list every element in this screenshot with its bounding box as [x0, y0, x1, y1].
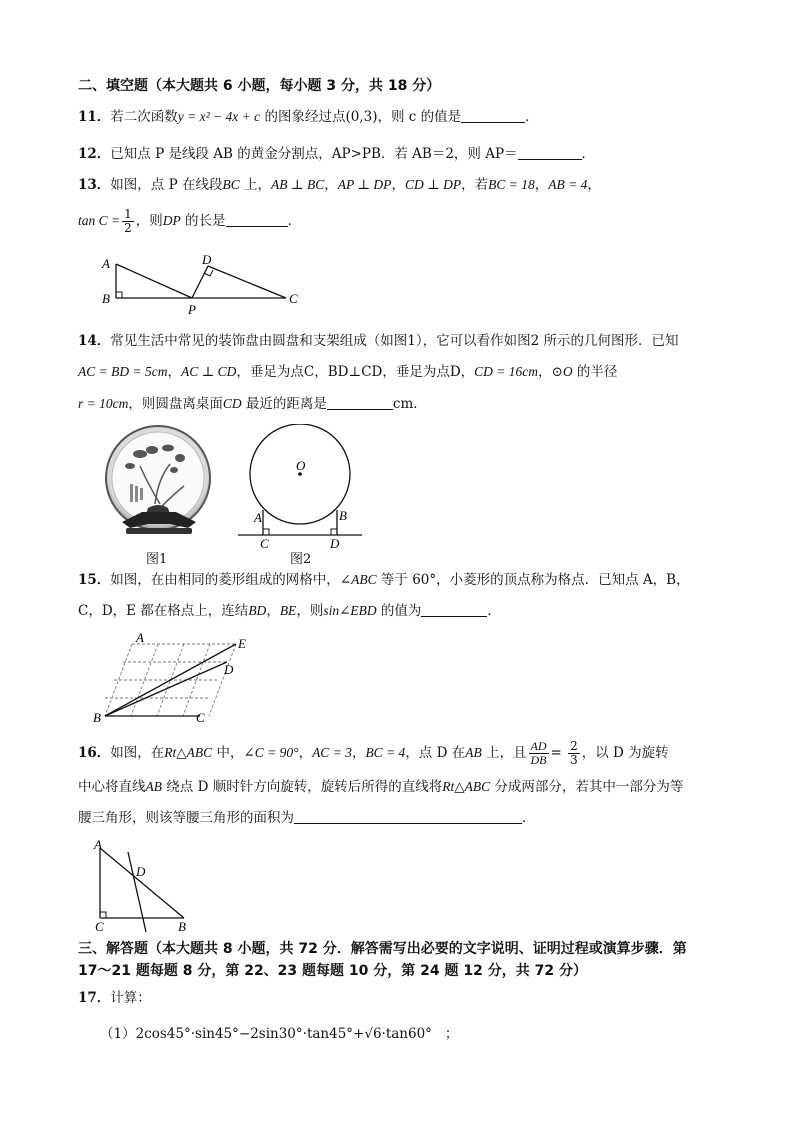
question-13: 13．如图，点 P 在线段BC 上，AB ⊥ BC，AP ⊥ DP，CD ⊥ DP，若BC = 18，AB = 4，	[78, 177, 601, 193]
question-15: 15．如图，在由相同的菱形组成的网格中，∠ABC 等于 60°，小菱形的顶点称为格点．已知点 A，B，	[78, 572, 690, 588]
question-14-line2: AC = BD = 5cm，AC ⊥ CD，垂足为点C，BD⊥CD，垂足为点D，CD = 16cm，⊙O 的半径	[78, 364, 618, 380]
question-16-line3: 腰三角形，则该等腰三角形的面积为 ．	[78, 810, 536, 826]
question-17-part1: （1）2cos45°·sin45°−2sin30°·tan45°+√6·tan60° ；	[100, 1026, 459, 1042]
figure-q14	[238, 424, 362, 550]
label-O: O	[296, 458, 306, 473]
label-B: B	[339, 508, 347, 523]
answer-blank[interactable]	[518, 145, 582, 160]
question-16-line2: 中心将直线AB 绕点 D 顺时针方向旋转，旋转后所得的直线将Rt△ABC 分成两部分，若其中一部分为等	[78, 779, 684, 795]
question-15-line2: C，D，E 都在格点上，连结BD，BE，则sin∠EBD 的值为 ．	[78, 603, 501, 619]
answer-blank[interactable]	[327, 395, 393, 410]
label-D: D	[202, 252, 212, 267]
label-C: C	[289, 291, 298, 306]
label-B: B	[93, 710, 101, 725]
label-C: C	[196, 710, 205, 725]
label-D: D	[330, 536, 340, 550]
answer-blank[interactable]	[461, 108, 525, 123]
label-A: A	[102, 256, 110, 271]
section-3-title-line2: 17～21 题每题 8 分，第 22、23 题每题 10 分，第 24 题 12 分，共 72 分）	[78, 963, 587, 979]
label-B: B	[178, 919, 186, 934]
question-13-line2: tan C = $\frac{1}{2}$ ，则DP 的长是 ．	[78, 207, 302, 235]
caption-fig1: 图1	[146, 552, 168, 567]
plate-image	[100, 424, 220, 550]
caption-fig2: 图2	[290, 552, 312, 567]
section-3-title: 三、解答题（本大题共 8 小题，共 72 分．解答需写出必要的文字说明、证明过程或演算步骤．第	[78, 941, 687, 957]
question-12: 12．已知点 P 是线段 AB 的黄金分割点，AP>PB．若 AB＝2，则 AP＝ ．	[78, 146, 596, 162]
question-11: 11．若二次函数y = x² − 4x + c 的图象经过点(0,3)，则 c 的值是 ．	[78, 109, 539, 125]
label-D: D	[224, 662, 234, 677]
label-E: E	[238, 636, 246, 651]
question-14-line3: r = 10cm，则圆盘离桌面CD 最近的距离是 cm．	[78, 396, 427, 412]
section-2-title: 二、填空题（本大题共 6 小题，每小题 3 分，共 18 分）	[78, 78, 441, 94]
figure-q16	[88, 838, 198, 934]
label-A: A	[254, 510, 262, 525]
question-16: 16．如图，在Rt△ABC 中，∠C = 90°，AC = 3，BC = 4，点 D 在AB 上，且 $\frac{AD}{DB}$ = $\frac{2}{3}$ ，以 D 为旋转	[78, 739, 669, 767]
answer-blank[interactable]	[226, 212, 288, 227]
answer-blank[interactable]	[294, 809, 522, 824]
label-P: P	[188, 302, 196, 317]
label-A: A	[94, 838, 102, 852]
label-A: A	[136, 630, 144, 645]
question-14: 14．常见生活中常见的装饰盘由圆盘和支架组成（如图1），它可以看作如图2 所示的几何图形．已知	[78, 333, 679, 349]
figure-q15	[90, 630, 260, 726]
label-C: C	[95, 919, 104, 934]
figure-q13	[96, 252, 306, 318]
answer-blank[interactable]	[421, 602, 487, 617]
label-C: C	[260, 536, 269, 550]
label-D: D	[136, 864, 146, 879]
question-17: 17．计算：	[78, 990, 151, 1006]
label-B: B	[102, 291, 110, 306]
